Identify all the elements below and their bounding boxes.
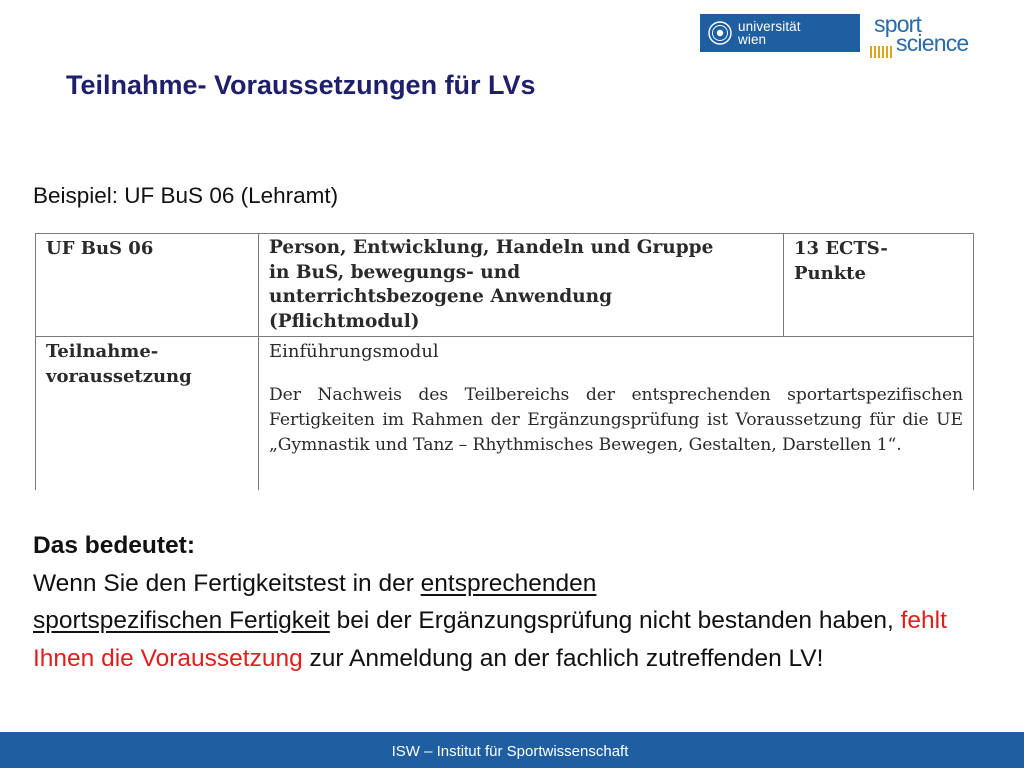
requirement-label-line: Teilnahme- — [46, 341, 159, 362]
explanation-text-mid: bei der Ergänzungsprüfung nicht bestanden haben, — [329, 607, 901, 634]
explanation-text-start: Wenn Sie den Fertigkeitstest in der — [33, 569, 421, 597]
module-name-line: unterrichtsbezogene Anwendung — [269, 286, 613, 307]
ects-cell — [784, 234, 974, 337]
university-logo-line1: universität — [738, 19, 801, 34]
explanation-text-end: zur Anmeldung an der fachlich zutreffenden LV! — [302, 644, 824, 672]
sport-logo-line1: sport — [874, 11, 922, 37]
ects-line: 13 ECTS- — [794, 238, 888, 259]
module-name-line: in BuS, bewegungs- und — [269, 261, 521, 283]
sport-logo-line2: science — [896, 30, 969, 56]
ects-line: Punkte — [794, 263, 866, 284]
table-row — [36, 234, 974, 337]
module-name-line: (Pflichtmodul) — [269, 310, 420, 332]
footer-bar — [0, 732, 1024, 768]
table-row — [36, 337, 974, 490]
university-logo — [700, 14, 860, 52]
requirement-label-cell — [36, 337, 259, 490]
footer-text: ISW – Institut für Sportwissenschaft — [391, 742, 629, 760]
sport-science-logo — [868, 11, 986, 56]
explanation-heading: Das bedeutet: — [33, 532, 196, 559]
intro-module-label: Einführungsmodul — [269, 341, 439, 362]
university-seal-icon — [708, 21, 732, 45]
explanation-underlined-1: entsprechenden — [420, 569, 597, 597]
explanation-underlined-2: sportspezifischen Fertigkeit — [33, 607, 330, 634]
slide-title: Teilnahme- Voraussetzungen für LVs — [66, 70, 536, 100]
explanation-block — [33, 527, 983, 677]
explanation-highlight: fehlt Ihnen die Voraussetzung — [33, 607, 947, 672]
module-table — [35, 233, 974, 490]
module-name-line: Person, Entwicklung, Handeln und Gruppe — [269, 237, 714, 258]
requirement-label-line: voraussetzung — [46, 366, 192, 387]
requirement-cell — [259, 337, 974, 490]
module-code: UF BuS 06 — [46, 238, 154, 259]
example-heading: Beispiel: UF BuS 06 (Lehramt) — [33, 183, 339, 208]
university-logo-line2: wien — [738, 32, 767, 47]
module-code-cell — [36, 234, 259, 337]
sport-bars-icon — [870, 44, 896, 58]
module-name-cell — [259, 234, 784, 337]
requirement-text: Der Nachweis des Teilbereichs der entsprechenden sportartspezifischen Fertigkeiten im Rahmen der Ergänzungsprüfung ist Voraussetzung für die UE „Gymnastik und Tanz – Rhythmisches Bewegen, Gestalten, Darstellen 1“. — [269, 385, 963, 455]
